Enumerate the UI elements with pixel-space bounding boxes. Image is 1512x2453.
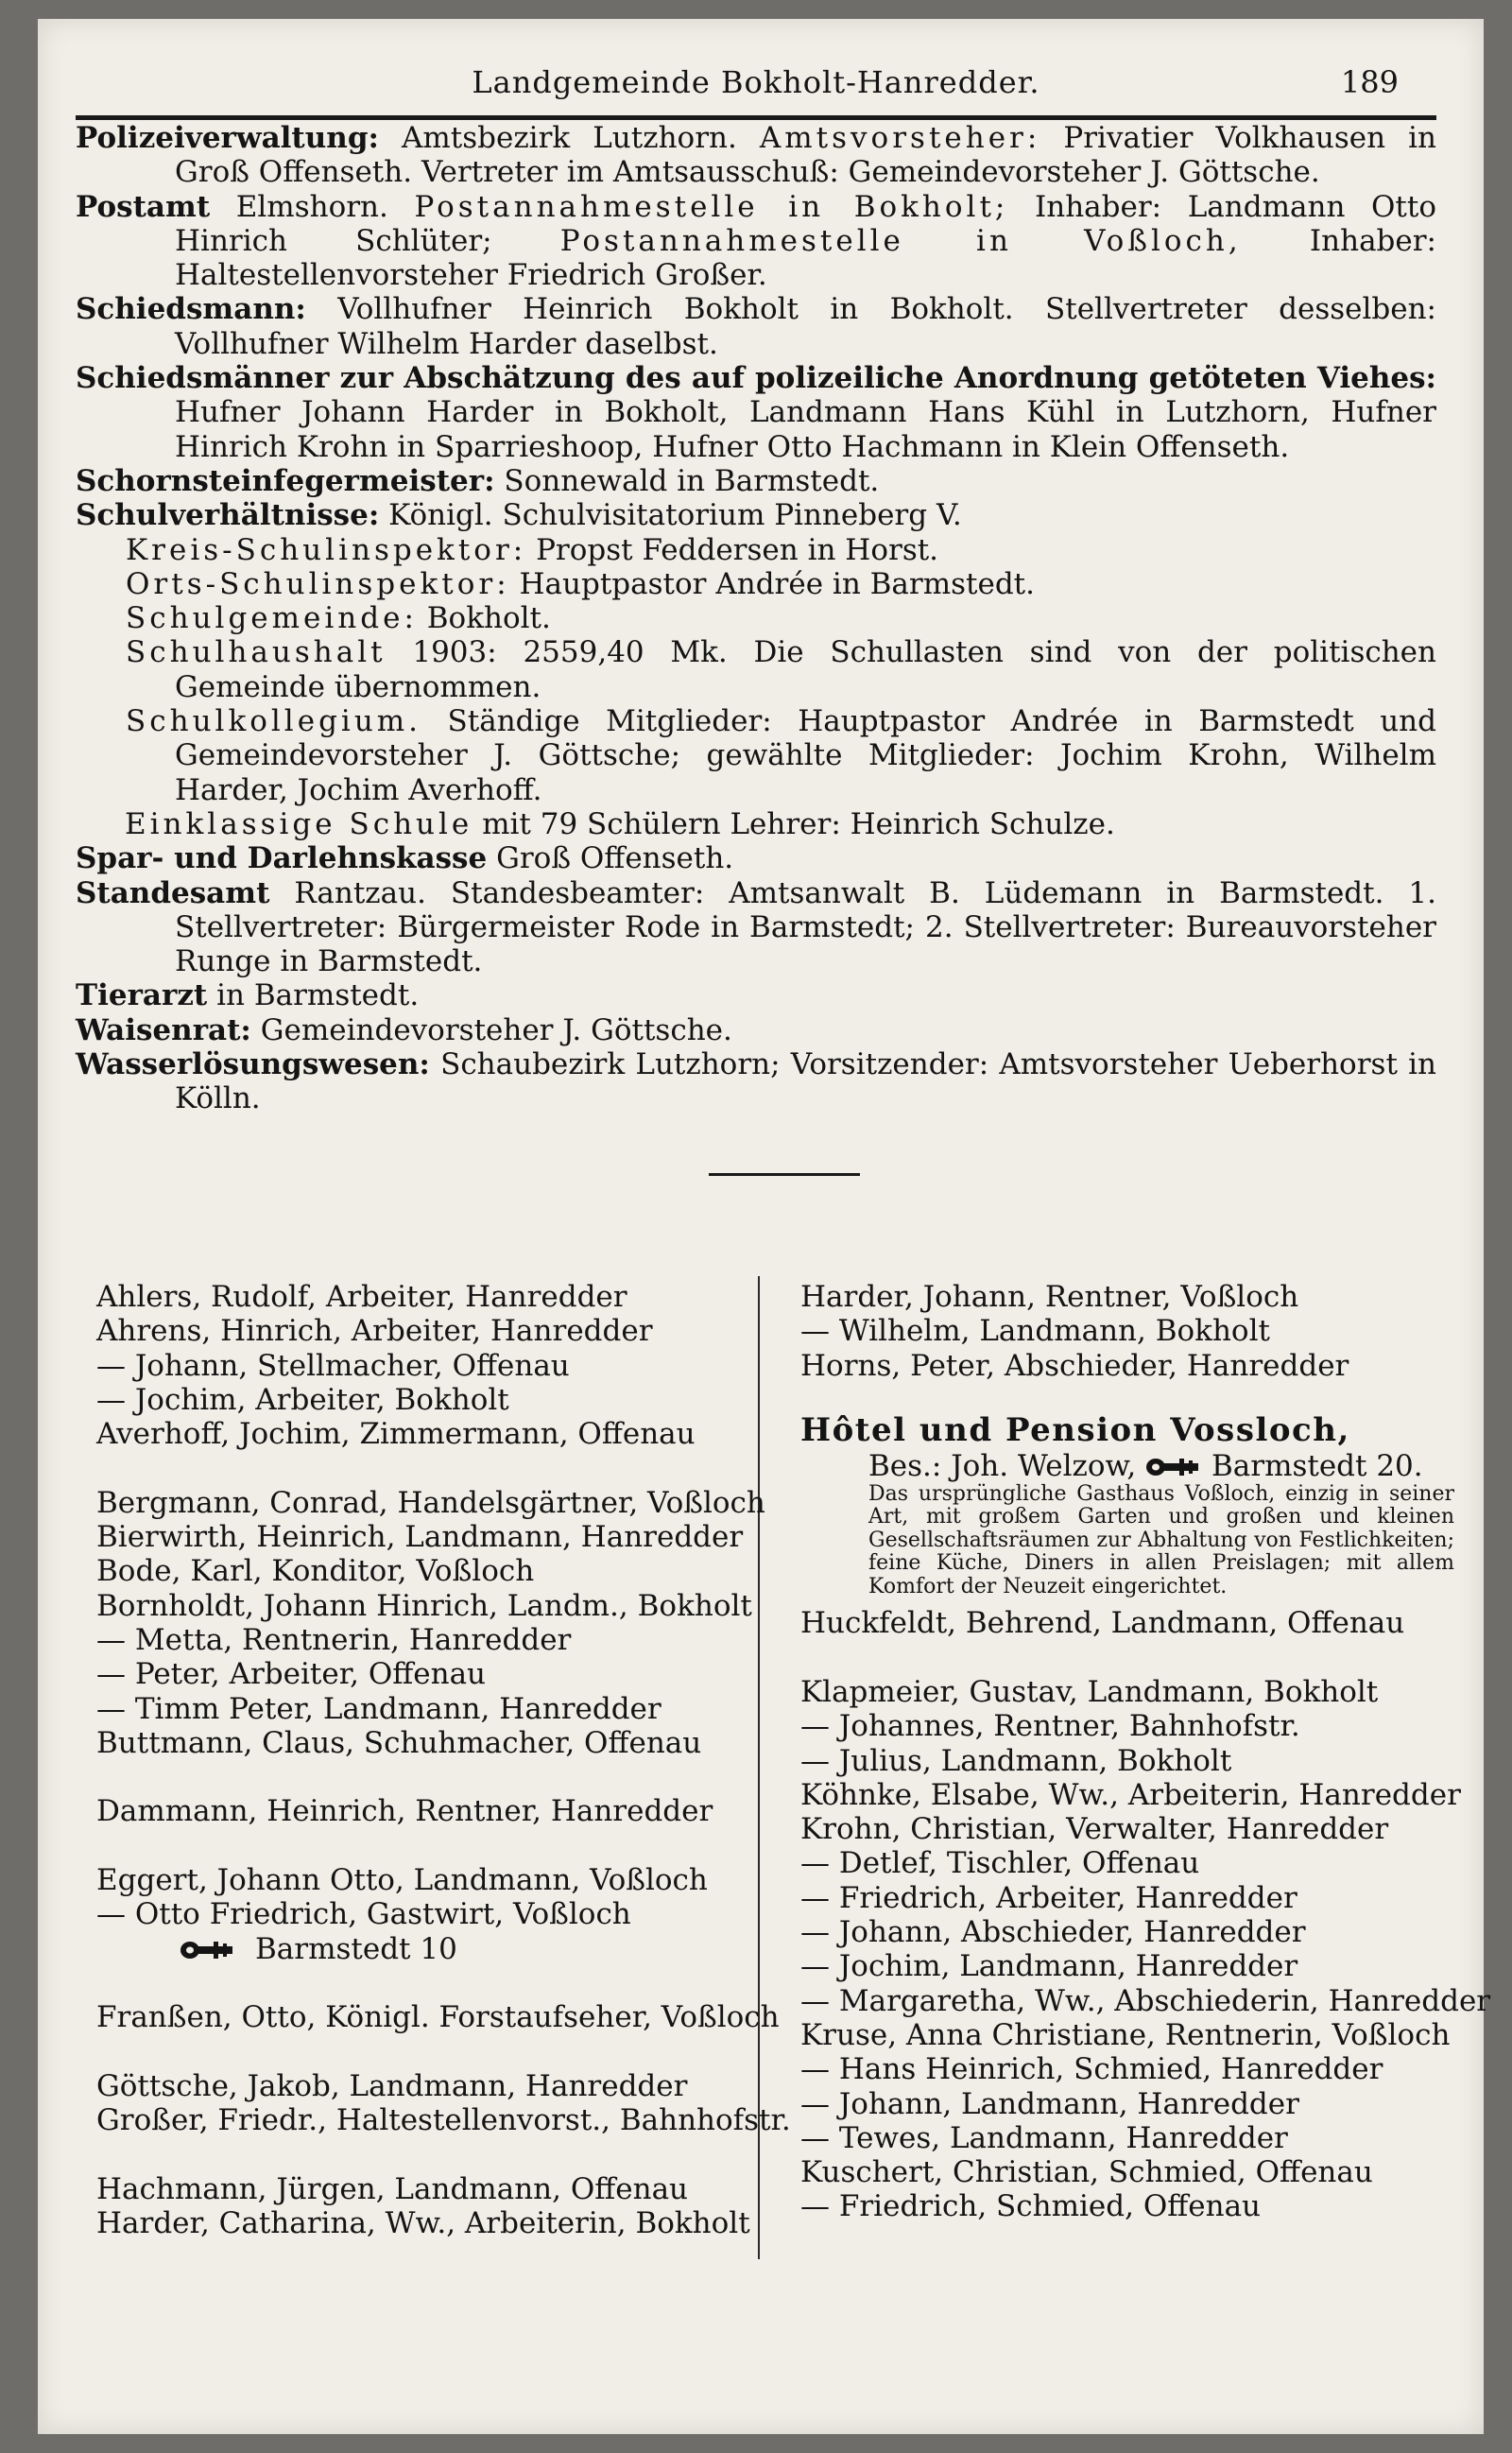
spaced-term: Schulkollegium. (126, 704, 422, 739)
entry-label: Postamt (76, 189, 211, 224)
list-item: — Johann, Stellmacher, Offenau (96, 1348, 570, 1383)
list-item: Bierwirth, Heinrich, Landmann, Hanredder (96, 1520, 744, 1555)
entry-label: Standesamt (76, 875, 270, 910)
entry-text: mit 79 Schülern Lehrer: Heinrich Schulze. (472, 806, 1115, 841)
list-item: — Johann, Landmann, Hanredder (800, 2086, 1299, 2121)
entry-schornsteinfeger (76, 464, 1436, 498)
list-item: — Jochim, Landmann, Hanredder (800, 1949, 1298, 1984)
list-item: Ahrens, Hinrich, Arbeiter, Hanredder (96, 1314, 653, 1349)
list-item: Averhoff, Jochim, Zimmermann, Offenau (96, 1417, 696, 1452)
list-item: Harder, Johann, Rentner, Voßloch (800, 1280, 1299, 1314)
entry-einklassige-schule (76, 807, 1436, 841)
list-item: — Detlef, Tischler, Offenau (800, 1846, 1200, 1881)
entry-sparkasse (76, 841, 1436, 875)
spaced-term: Amtsvorsteher: (759, 121, 1041, 155)
entry-text: Königl. Schulvisitatorium Pinneberg V. (379, 498, 962, 533)
hotel-description: Das ursprüngliche Gasthaus Voßloch, einzig in seiner Art, mit großem Garten und großen und kleinen Gesellschaftsräumen zur Abhaltung von Festlichkeiten; feine Küche, Diners in allen Preislagen; mit allem Komfort der Neuzeit eingerichtet. (868, 1481, 1454, 1598)
hotel-name: Hôtel und Pension Vossloch, (800, 1410, 1350, 1449)
list-item: Kuschert, Christian, Schmied, Offenau (800, 2155, 1373, 2190)
entry-wasserloesungswesen (76, 1047, 1436, 1116)
phone-line (57, 1932, 747, 1966)
list-item: Kruse, Anna Christiane, Rentnerin, Voßloch (800, 2017, 1451, 2052)
entry-label: Schornsteinfegermeister: (76, 463, 495, 498)
list-item: — Metta, Rentnerin, Hanredder (96, 1622, 572, 1657)
entry-label: Polizeiverwaltung: (76, 121, 379, 155)
list-item: Bergmann, Conrad, Handelsgärtner, Voßloch (96, 1485, 765, 1520)
list-item: Bode, Karl, Konditor, Voßloch (96, 1554, 535, 1589)
entry-text: Hufner Johann Harder in Bokholt, Landmann Hans Kühl in Lutzhorn, Hufner Hinrich Krohn in Sparrieshoop, Hufner Otto Hachmann in Klein Offenseth. (175, 395, 1436, 464)
entry-waisenrat (76, 1013, 1436, 1047)
spaced-term: Postannahmestelle in Voßloch, (559, 223, 1242, 258)
section-separator (709, 1173, 860, 1176)
list-item: Köhnke, Elsabe, Ww., Arbeiterin, Hanredder (800, 1777, 1461, 1812)
entry-schulhaushalt (76, 635, 1436, 704)
list-item: — Hans Heinrich, Schmied, Hanredder (800, 2052, 1383, 2087)
entry-text: Inhaber: Haltestellenvorsteher Friedrich Großer. (175, 223, 1437, 293)
entry-text: Inhaber: Landmann Otto Hinrich Schlüter; (175, 189, 1437, 258)
list-item: Eggert, Johann Otto, Landmann, Voßloch (96, 1863, 708, 1898)
entry-orts-schulinspektor (76, 567, 1436, 601)
entry-tierarzt (76, 978, 1436, 1012)
running-title: Landgemeinde Bokholt-Hanredder. (472, 64, 1040, 100)
directory-left-column (57, 1280, 791, 2241)
list-item: Huckfeldt, Behrend, Landmann, Offenau (800, 1606, 1405, 1641)
list-item: — Peter, Arbeiter, Offenau (96, 1657, 487, 1692)
entry-text: Bokholt. (417, 601, 551, 636)
entry-text: Vollhufner Heinrich Bokholt in Bokholt. Stellvertreter desselben: Vollhufner Wilhelm Harder daselbst. (175, 292, 1436, 361)
entry-label: Spar- und Darlehnskasse (76, 841, 488, 876)
directory-right-column (761, 1280, 1491, 2224)
list-item: Krohn, Christian, Verwalter, Hanredder (800, 1812, 1389, 1847)
entry-text: Sonnewald in Barmstedt. (494, 463, 880, 498)
list-item: Horns, Peter, Abschieder, Hanredder (800, 1348, 1349, 1383)
entry-schiedsmaenner (76, 361, 1436, 464)
entry-text: in Barmstedt. (207, 978, 420, 1013)
spaced-term: Postannahmestelle in Bokholt; (414, 189, 1009, 224)
page-number: 189 (1340, 64, 1399, 100)
entry-text: Rantzau. Standesbeamter: Amtsanwalt B. Lüdemann in Barmstedt. 1. Stellvertreter: Bürgermeister Rode in Barmstedt; 2. Stellvertreter: Bureauvorsteher Runge in Barmstedt. (175, 875, 1436, 979)
spaced-term: Schulhaushalt (126, 635, 387, 670)
entry-kreis-schulinspektor (76, 533, 1436, 567)
list-item: — Friedrich, Schmied, Offenau (800, 2189, 1262, 2224)
list-item: — Wilhelm, Landmann, Bokholt (800, 1314, 1270, 1349)
spaced-term: Kreis-Schulinspektor: (126, 532, 527, 567)
list-item: — Timm Peter, Landmann, Hanredder (96, 1691, 662, 1726)
page-header (76, 55, 1436, 112)
list-item: — Tewes, Landmann, Hanredder (800, 2120, 1288, 2155)
entry-label: Waisenrat: (76, 1012, 251, 1047)
header-rule (76, 115, 1436, 120)
list-item: Harder, Catharina, Ww., Arbeiterin, Bokholt (96, 2206, 750, 2241)
spaced-term: Einklassige Schule (125, 806, 473, 841)
entry-text: Hauptpastor Andrée in Barmstedt. (509, 566, 1035, 601)
list-item: — Julius, Landmann, Bokholt (800, 1743, 1232, 1778)
list-item: — Johann, Abschieder, Hanredder (800, 1915, 1306, 1950)
entry-schiedsmann (76, 292, 1436, 361)
list-item: — Friedrich, Arbeiter, Hanredder (800, 1880, 1297, 1915)
key-telephone-icon (180, 1938, 236, 1962)
list-item: Göttsche, Jakob, Landmann, Hanredder (96, 2068, 688, 2103)
list-item: Klapmeier, Gustav, Landmann, Bokholt (800, 1674, 1379, 1709)
entry-schulgemeinde (76, 601, 1436, 635)
entry-label: Schiedsmänner zur Abschätzung des auf polizeiliche Anordnung getöteten Viehes: (76, 361, 1436, 396)
entry-postamt (76, 190, 1436, 293)
entry-polizeiverwaltung (76, 121, 1436, 190)
entry-label: Wasserlösungswesen: (76, 1047, 430, 1082)
entry-label: Schiedsmann: (76, 292, 306, 327)
key-telephone-icon (1145, 1455, 1202, 1479)
entry-text: Schaubezirk Lutzhorn; Vorsitzender: Amtsvorsteher Ueberhorst in Kölln. (175, 1047, 1436, 1116)
spaced-term: Schulgemeinde: (126, 601, 418, 636)
hotel-phone: Barmstedt 20. (1211, 1448, 1423, 1483)
administration-section (76, 121, 1436, 1116)
hotel-advertisement (761, 1410, 1454, 1599)
list-item: Großer, Friedr., Haltestellenvorst., Bahnhofstr. (96, 2103, 791, 2138)
list-item: — Margaretha, Ww., Abschiederin, Hanredder (800, 1983, 1491, 2018)
entry-text: Gemeindevorsteher J. Göttsche. (250, 1012, 732, 1047)
list-item: — Jochim, Arbeiter, Bokholt (96, 1382, 509, 1417)
list-item: Hachmann, Jürgen, Landmann, Offenau (96, 2171, 689, 2206)
list-item: — Johannes, Rentner, Bahnhofstr. (800, 1709, 1300, 1744)
list-item: Buttmann, Claus, Schuhmacher, Offenau (96, 1725, 702, 1760)
phone-number: Barmstedt 10 (255, 1931, 457, 1966)
entry-label: Tierarzt (76, 978, 208, 1013)
list-item: Franßen, Otto, Königl. Forstaufseher, Voßloch (96, 2000, 780, 2035)
entry-text: Amtsbezirk Lutzhorn. (378, 121, 760, 155)
spaced-term: Orts-Schulinspektor: (126, 566, 510, 601)
entry-schulverhaeltnisse (76, 498, 1436, 532)
entry-schulkollegium (76, 704, 1436, 807)
list-item: Bornholdt, Johann Hinrich, Landm., Bokholt (96, 1588, 752, 1623)
entry-text: Propst Feddersen in Horst. (526, 532, 939, 567)
entry-text: Ständige Mitglieder: Hauptpastor Andrée in Barmstedt und Gemeindevorsteher J. Göttsche; gewählte Mitglieder: Jochim Krohn, Wilhelm Harder, Jochim Averhoff. (175, 704, 1436, 807)
list-item: Dammann, Heinrich, Rentner, Hanredder (96, 1794, 713, 1829)
hotel-owner-line (800, 1449, 1451, 1483)
entry-text: Elmshorn. (210, 189, 415, 224)
entry-text: Groß Offenseth. (487, 841, 734, 876)
list-item: Ahlers, Rudolf, Arbeiter, Hanredder (96, 1280, 627, 1314)
entry-text: Privatier Volkhausen in Groß Offenseth. Vertreter im Amtsausschuß: Gemeindevorsteher J. Göttsche. (175, 121, 1436, 190)
hotel-owner: Bes.: Joh. Welzow, (868, 1448, 1137, 1483)
entry-standesamt (76, 876, 1436, 979)
entry-text: 1903: 2559,40 Mk. Die Schullasten sind von der politischen Gemeinde übernommen. (175, 635, 1436, 704)
list-item: — Otto Friedrich, Gastwirt, Voßloch (96, 1897, 631, 1932)
entry-label: Schulverhältnisse: (76, 498, 380, 533)
